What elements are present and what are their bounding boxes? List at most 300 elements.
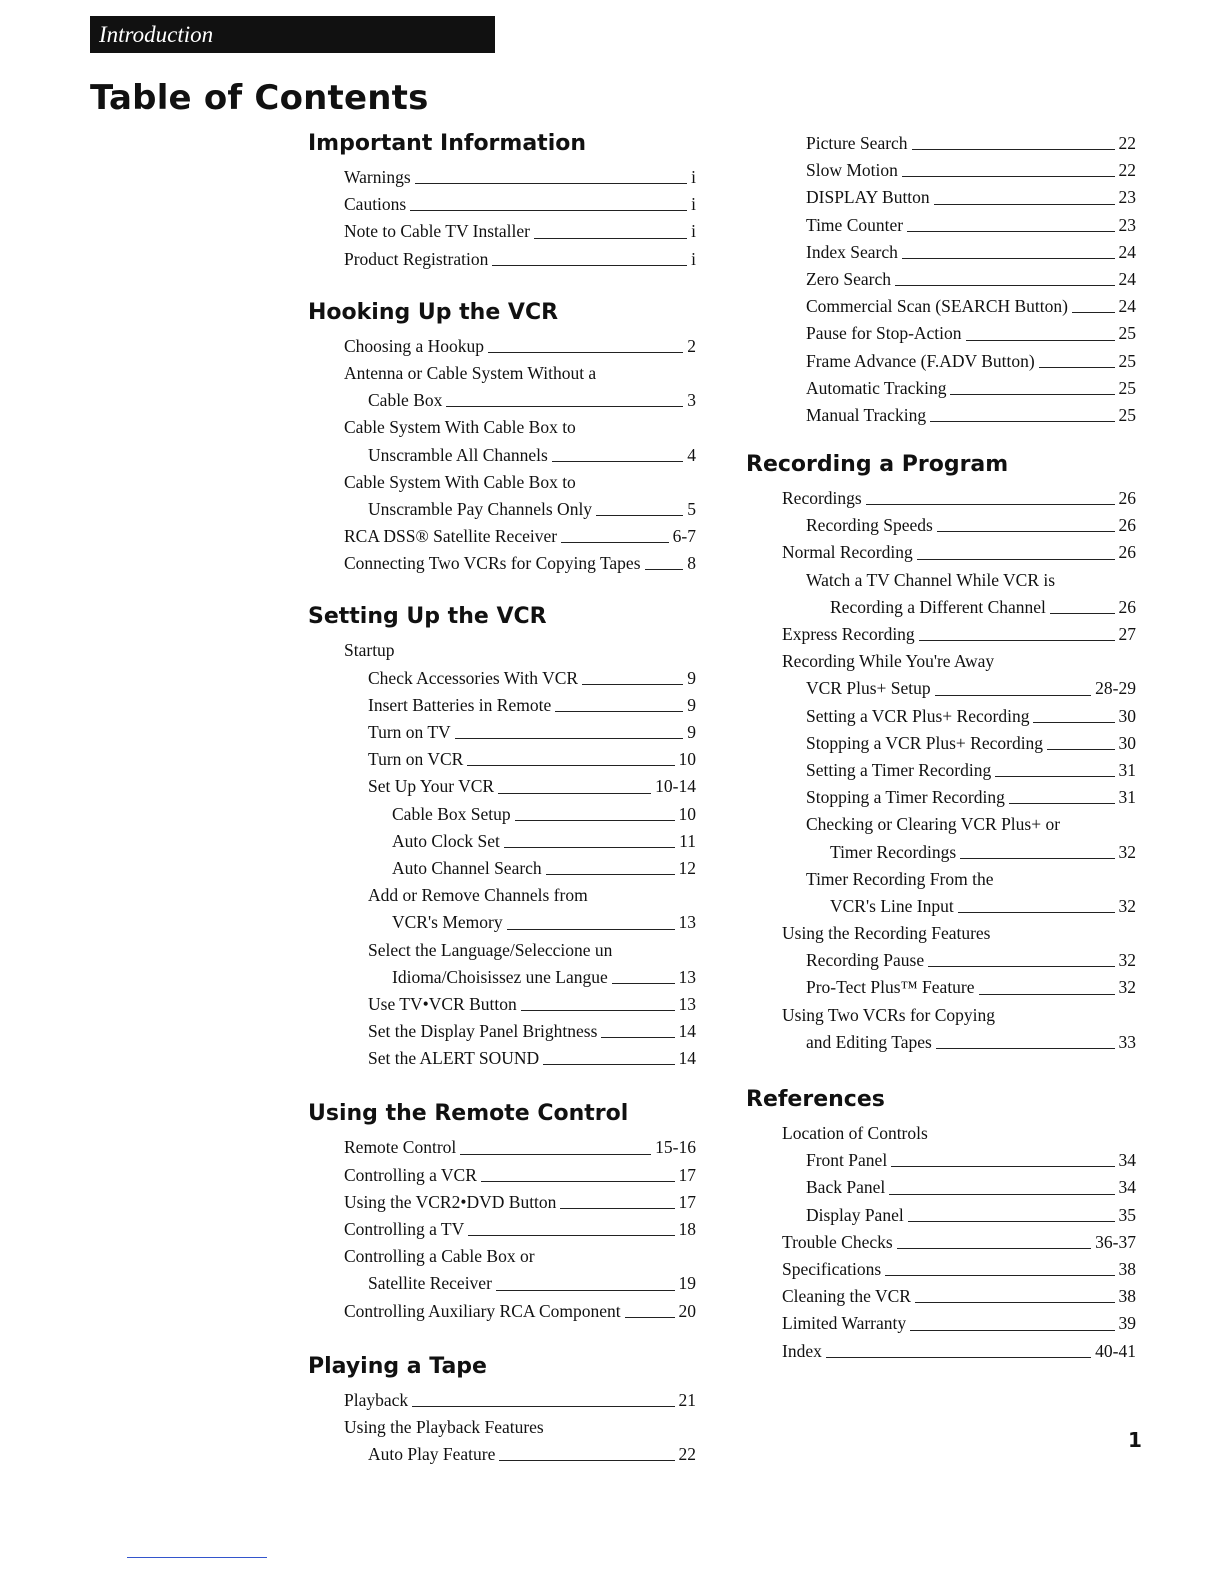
toc-entry[interactable] [746,1120,1136,1147]
toc-entry[interactable] [308,1414,696,1441]
dot-leader [1039,366,1115,368]
toc-section [308,577,696,1072]
dot-leader [415,182,687,184]
toc-entry-title: VCR Plus+ Setup [806,678,931,699]
dot-leader [935,694,1092,696]
page-number: 1 [1128,1428,1142,1452]
toc-entry-page: 32 [1118,841,1136,862]
dot-leader [412,1405,674,1407]
toc-entry[interactable] [746,730,1136,757]
toc-entry-title: Pro-Tect Plus™ Feature [806,977,975,998]
toc-entry-page: 9 [687,694,696,715]
dot-leader [891,1165,1114,1167]
toc-entry[interactable] [308,442,696,469]
toc-entry-page: 10 [678,803,696,824]
dot-leader [897,1247,1091,1249]
toc-entry[interactable] [308,1045,696,1072]
dot-leader [907,230,1114,232]
toc-entry[interactable] [746,648,1136,675]
toc-entry[interactable] [308,1243,696,1270]
dot-leader [930,420,1114,422]
toc-entry[interactable] [746,184,1136,211]
toc-entry[interactable] [746,1002,1136,1029]
dot-leader [552,460,683,462]
toc-entry-title: Controlling a TV [344,1219,465,1239]
toc-entry-page: 9 [687,667,696,688]
toc-entry-page: 35 [1118,1204,1136,1225]
toc-entry-page: 38 [1118,1286,1136,1307]
toc-entry[interactable] [308,469,696,496]
toc-entry-title: Time Counter [806,214,904,235]
toc-entry[interactable] [308,801,696,828]
toc-entry-title: Set Up Your VCR [368,776,495,797]
toc-entry-page: i [691,194,696,215]
toc-entry[interactable] [308,773,696,800]
toc-entry-page: 8 [687,553,696,574]
toc-entry[interactable] [308,1387,696,1414]
toc-entry-page: 22 [678,1444,696,1465]
toc-entry-page: i [691,167,696,187]
toc-entry-page: 4 [687,444,696,465]
dot-leader [504,846,675,848]
dot-leader [507,928,675,930]
toc-entry-title: Recordings [782,488,862,509]
toc-entry-page: 3 [687,390,696,411]
toc-section-title: Recording a Program [746,452,1009,478]
toc-entry-page: 31 [1118,759,1136,780]
toc-entry-page: 10-14 [655,776,696,797]
toc-entry-page: 34 [1118,1150,1136,1171]
toc-entry[interactable] [746,1202,1136,1229]
toc-entry-title: Using the VCR2•DVD Button [344,1191,557,1212]
toc-entry-title: Cable Box Setup [392,803,511,824]
toc-entry[interactable] [308,523,696,550]
toc-entry[interactable] [308,991,696,1018]
toc-section-title: Playing a Tape [308,1353,487,1379]
toc-entry[interactable] [308,1298,696,1325]
toc-entry-title: Display Panel [806,1204,904,1225]
toc-entry-title: Choosing a Hookup [344,335,484,356]
toc-entry-title: Select the Language/Seleccione un [368,939,613,960]
toc-entry-title: Cable Box [368,390,443,411]
dot-leader [460,1153,651,1155]
toc-entry[interactable] [746,320,1136,347]
toc-entry-title: Startup [344,640,395,661]
toc-entry-page: 22 [1118,160,1136,181]
dot-leader [601,1036,674,1038]
section-banner: Introduction [90,16,495,53]
toc-entry-page: 14 [678,1021,696,1042]
toc-entry-page: 6-7 [672,526,696,547]
footer-rule [127,1557,267,1558]
toc-entry-title: Check Accessories With VCR [368,667,579,688]
toc-entry[interactable] [746,1229,1136,1256]
toc-entry-page: 23 [1118,187,1136,208]
dot-leader [1047,748,1114,750]
toc-entry-page: 18 [678,1219,696,1239]
toc-entry-page: i [691,221,696,242]
toc-entry-title: VCR's Line Input [830,895,954,916]
toc-entry-title: Cable System With Cable Box to [344,417,576,438]
toc-entry-page: 19 [678,1273,696,1294]
dot-leader [1033,721,1114,723]
toc-entry-title: Stopping a Timer Recording [806,787,1005,808]
toc-entry[interactable] [308,387,696,414]
toc-entry[interactable] [746,1283,1136,1310]
toc-entry-page: 30 [1118,732,1136,753]
toc-entry[interactable] [308,1216,696,1243]
toc-entry-page: 40-41 [1095,1340,1136,1361]
dot-leader [612,982,675,984]
toc-entry-title: Watch a TV Channel While VCR is [806,569,1056,590]
toc-entry-page: i [691,248,696,269]
toc-entry[interactable] [746,266,1136,293]
dot-leader [455,737,684,739]
toc-section [308,273,696,578]
toc-entry[interactable] [308,937,696,964]
dot-leader [492,264,687,266]
dot-leader [625,1316,675,1318]
toc-entry[interactable] [308,550,696,577]
toc-entry-page: 36-37 [1095,1231,1136,1252]
toc-entry-title: Setting a Timer Recording [806,759,992,780]
toc-entry[interactable] [746,130,1136,157]
toc-entry[interactable] [746,757,1136,784]
dot-leader [488,351,683,353]
toc-entry-title: Turn on VCR [368,749,464,770]
toc-entry[interactable] [746,893,1136,920]
toc-entry[interactable] [308,191,696,218]
dot-leader [910,1329,1114,1331]
toc-entry[interactable] [308,964,696,991]
toc-entry-page: 27 [1118,624,1136,644]
toc-entry-title: Back Panel [806,1177,886,1198]
toc-entry[interactable] [746,212,1136,239]
dot-leader [960,857,1114,859]
toc-entry-page: 26 [1118,542,1136,563]
toc-entry[interactable] [746,1147,1136,1174]
page-title: Table of Contents [90,78,429,118]
dot-leader [958,911,1115,913]
toc-entry-title: Playback [344,1389,409,1410]
toc-entry[interactable] [746,1338,1136,1365]
toc-entry[interactable] [746,784,1136,811]
toc-entry-title: Unscramble All Channels [368,444,548,465]
toc-section-title: Setting Up the VCR [308,604,547,630]
toc-left-column [308,128,696,1468]
toc-entry-title: Timer Recordings [830,841,957,862]
toc-entry[interactable] [308,828,696,855]
toc-entry[interactable] [746,375,1136,402]
toc-entry-page: 33 [1118,1031,1136,1052]
dot-leader [596,514,683,516]
dot-leader [645,568,684,570]
toc-entry[interactable] [308,218,696,245]
dot-leader [468,1234,674,1236]
dot-leader [895,284,1114,286]
dot-leader [521,1009,675,1011]
toc-entry-title: Pause for Stop-Action [806,323,962,344]
dot-leader [499,1459,674,1461]
toc-entry-title: Automatic Tracking [806,377,947,398]
toc-entry-title: Product Registration [344,248,489,269]
toc-entry-title: Add or Remove Channels from [368,885,588,906]
toc-entry-title: Connecting Two VCRs for Copying Tapes [344,553,641,574]
toc-entry-title: Commercial Scan (SEARCH Button) [806,296,1068,317]
toc-entry-page: 25 [1118,404,1136,425]
toc-entry-title: Remote Control [344,1137,457,1158]
toc-entry-page: 32 [1118,895,1136,916]
toc-entry[interactable] [746,348,1136,375]
toc-entry[interactable] [308,333,696,360]
toc-entry[interactable] [746,920,1136,947]
dot-leader [866,503,1115,505]
toc-section [746,429,1136,1056]
toc-entry-title: Frame Advance (F.ADV Button) [806,350,1035,371]
toc-entry-title: Controlling a VCR [344,1164,477,1185]
toc-entry-page: 17 [678,1164,696,1185]
toc-entry[interactable] [746,675,1136,702]
toc-entry[interactable] [308,164,696,191]
toc-entry-page: 23 [1118,214,1136,235]
dot-leader [908,1220,1115,1222]
toc-entry-page: 10 [678,749,696,770]
toc-entry-title: Auto Clock Set [392,830,500,851]
toc-entry-title: Unscramble Pay Channels Only [368,498,593,519]
toc-entry[interactable] [308,719,696,746]
toc-entry-title: Picture Search [806,133,908,153]
toc-entry[interactable] [308,1162,696,1189]
toc-entry-page: 28-29 [1095,678,1136,699]
toc-entry[interactable] [746,1256,1136,1283]
toc-entry-title: Manual Tracking [806,404,927,425]
toc-entry[interactable] [308,496,696,523]
toc-entry-page: 9 [687,722,696,742]
toc-entry-page: 13 [678,912,696,933]
toc-entry-title: Index [782,1340,822,1361]
toc-entry-title: Recording a Different Channel [830,596,1046,617]
toc-entry-title: VCR's Memory [392,912,503,933]
toc-entry-page: 20 [678,1300,696,1321]
toc-entry[interactable] [746,1174,1136,1201]
toc-entry[interactable] [746,293,1136,320]
toc-entry-title: Recording Speeds [806,515,933,536]
toc-section [746,1056,1136,1365]
toc-entry[interactable] [308,855,696,882]
toc-entry-title: Location of Controls [782,1123,928,1143]
dot-leader [498,792,651,794]
toc-entry-title: RCA DSS® Satellite Receiver [344,526,558,547]
toc-entry-title: Turn on TV [368,722,451,742]
toc-entry-title: Zero Search [806,268,892,289]
toc-entry[interactable] [308,1270,696,1297]
toc-entry-title: Express Recording [782,624,915,644]
toc-entry-page: 25 [1118,350,1136,371]
toc-entry[interactable] [308,746,696,773]
toc-entry-page: 25 [1118,377,1136,398]
toc-entry-title: Satellite Receiver [368,1273,492,1294]
toc-entry[interactable] [308,360,696,387]
toc-entry[interactable] [746,402,1136,429]
dot-leader [885,1274,1114,1276]
toc-entry-page: 26 [1118,488,1136,509]
toc-entry[interactable] [746,239,1136,266]
toc-section-title: Using the Remote Control [308,1101,629,1127]
toc-entry[interactable] [746,1029,1136,1056]
toc-entry[interactable] [746,1310,1136,1337]
dot-leader [950,393,1114,395]
toc-entry-title: Set the Display Panel Brightness [368,1021,598,1042]
toc-entry-title: Checking or Clearing VCR Plus+ or [806,814,1061,835]
toc-entry-page: 13 [678,966,696,987]
toc-entry[interactable] [308,665,696,692]
toc-section-title: Hooking Up the VCR [308,299,559,325]
dot-leader [995,775,1114,777]
toc-entry[interactable] [308,414,696,441]
toc-entry-title: Warnings [344,167,411,187]
dot-leader [496,1289,675,1291]
toc-entry[interactable] [308,692,696,719]
dot-leader [902,257,1115,259]
dot-leader [481,1180,675,1182]
toc-entry[interactable] [746,594,1136,621]
toc-entry-title: Cleaning the VCR [782,1286,911,1307]
toc-entry-title: Setting a VCR Plus+ Recording [806,705,1030,726]
toc-entry-title: Index Search [806,241,898,262]
toc-entry-title: Idioma/Choisissez une Langue [392,966,608,987]
toc-entry[interactable] [308,882,696,909]
dot-leader [543,1063,674,1065]
toc-entry-page: 31 [1118,787,1136,808]
toc-entry[interactable] [308,246,696,273]
dot-leader [889,1193,1114,1195]
dot-leader [515,819,675,821]
toc-section [746,130,1136,429]
toc-entry-page: 32 [1118,950,1136,971]
toc-entry-page: 24 [1118,241,1136,262]
toc-entry-title: Stopping a VCR Plus+ Recording [806,732,1044,753]
dot-leader [446,405,683,407]
toc-entry-title: Timer Recording From the [806,868,994,889]
toc-entry-page: 25 [1118,323,1136,344]
toc-entry[interactable] [308,909,696,936]
toc-entry-title: Front Panel [806,1150,888,1171]
toc-entry-title: DISPLAY Button [806,187,930,208]
toc-entry[interactable] [308,1134,696,1161]
dot-leader [410,209,687,211]
toc-entry[interactable] [746,621,1136,648]
toc-entry[interactable] [746,866,1136,893]
toc-entry-title: Set the ALERT SOUND [368,1048,540,1069]
toc-section-title: References [746,1087,885,1112]
toc-entry[interactable] [308,1018,696,1045]
toc-entry-title: Cautions [344,194,407,215]
toc-entry-title: Use TV•VCR Button [368,993,517,1014]
toc-entry-page: 26 [1118,596,1136,617]
toc-entry[interactable] [746,157,1136,184]
toc-entry-page: 21 [678,1389,696,1410]
toc-entry[interactable] [746,947,1136,974]
dot-leader [928,965,1114,967]
dot-leader [534,237,687,239]
toc-entry-page: 15-16 [655,1137,696,1158]
toc-entry[interactable] [746,974,1136,1001]
toc-section-title: Important Information [308,131,587,156]
toc-entry-title: Slow Motion [806,160,898,181]
toc-entry[interactable] [746,539,1136,566]
dot-leader [966,339,1115,341]
toc-entry-page: 32 [1118,977,1136,998]
toc-entry[interactable] [746,703,1136,730]
toc-entry-title: Using Two VCRs for Copying [782,1004,996,1025]
toc-section [308,1325,696,1469]
toc-entry-title: and Editing Tapes [806,1031,932,1052]
toc-section [308,1072,696,1324]
toc-entry-title: Using the Playback Features [344,1416,544,1437]
toc-entry-page: 5 [687,498,696,519]
toc-entry-title: Controlling Auxiliary RCA Component [344,1300,621,1321]
toc-entry-title: Auto Play Feature [368,1444,496,1465]
dot-leader [1050,612,1115,614]
toc-entry-page: 13 [678,993,696,1014]
dot-leader [912,148,1115,150]
dot-leader [934,203,1115,205]
toc-entry-page: 17 [678,1191,696,1212]
toc-entry-title: Insert Batteries in Remote [368,694,552,715]
dot-leader [917,558,1115,560]
toc-entry-page: 14 [678,1048,696,1069]
toc-entry-title: Recording While You're Away [782,651,995,672]
toc-entry[interactable] [308,1189,696,1216]
dot-leader [582,683,683,685]
dot-leader [555,710,683,712]
dot-leader [902,175,1115,177]
dot-leader [1072,311,1115,313]
dot-leader [826,1356,1091,1358]
toc-entry-title: Recording Pause [806,950,925,971]
dot-leader [467,764,674,766]
toc-entry-page: 26 [1118,515,1136,536]
dot-leader [546,873,675,875]
toc-entry-title: Using the Recording Features [782,923,991,944]
dot-leader [937,530,1115,532]
toc-section [308,128,696,273]
toc-entry-title: Auto Channel Search [392,857,542,878]
dot-leader [919,639,1115,641]
dot-leader [561,541,669,543]
toc-entry[interactable] [746,512,1136,539]
toc-entry-page: 24 [1118,296,1136,317]
toc-entry-page: 11 [679,830,696,851]
toc-entry[interactable] [746,567,1136,594]
toc-entry[interactable] [746,485,1136,512]
dot-leader [560,1207,674,1209]
toc-entry-title: Note to Cable TV Installer [344,221,530,242]
toc-entry-page: 38 [1118,1258,1136,1279]
dot-leader [936,1047,1115,1049]
toc-entry[interactable] [308,637,696,664]
toc-entry-page: 2 [687,335,696,356]
toc-entry[interactable] [746,839,1136,866]
toc-entry-title: Controlling a Cable Box or [344,1246,535,1267]
toc-entry-title: Normal Recording [782,542,913,563]
toc-entry-page: 22 [1118,133,1136,153]
toc-entry[interactable] [308,1441,696,1468]
toc-entry[interactable] [746,811,1136,838]
toc-entry-page: 12 [678,857,696,878]
toc-entry-title: Limited Warranty [782,1313,907,1334]
dot-leader [915,1301,1115,1303]
